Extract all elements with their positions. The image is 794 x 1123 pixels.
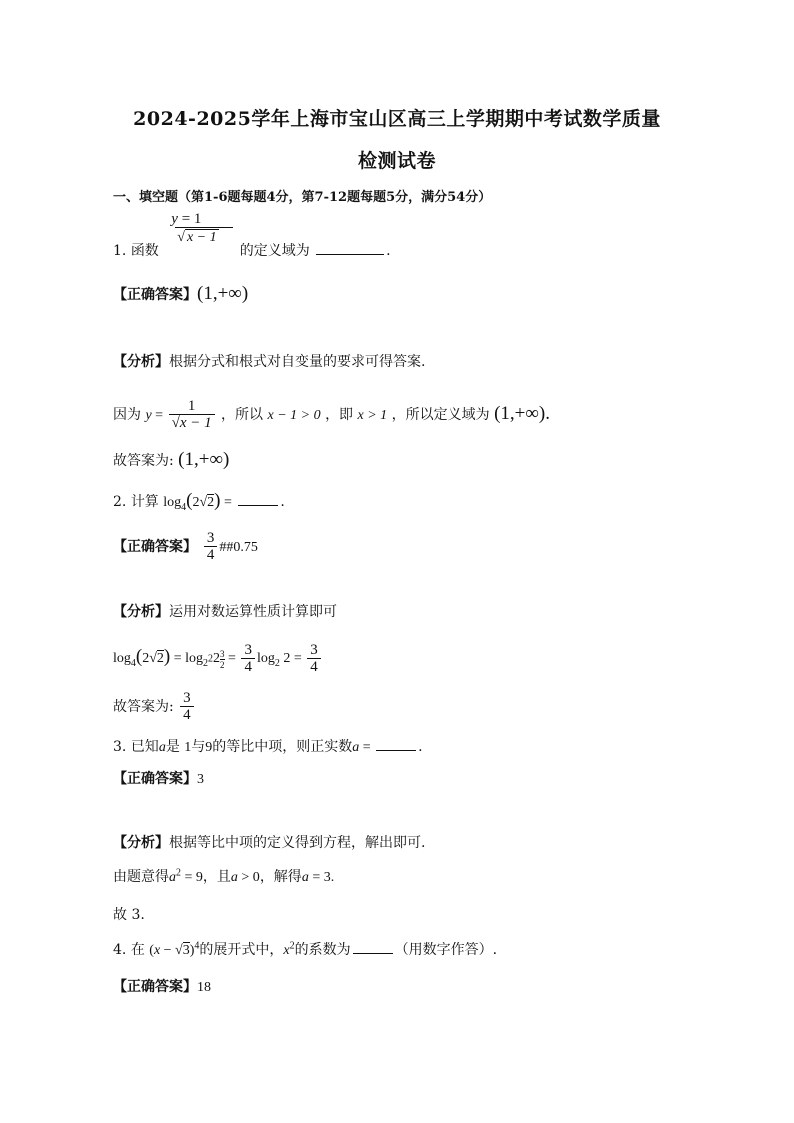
question-2: 2. 计算 $\log_4(2√2)$ = . — [113, 490, 285, 513]
answer-value: 18 — [197, 980, 211, 995]
answer-value: 3 — [197, 772, 204, 787]
answer-label: 【正确答案】 — [113, 539, 197, 555]
answer-blank — [376, 738, 416, 751]
solution-text: 因为 — [113, 407, 141, 423]
question-text: 是 — [165, 739, 180, 755]
math-expression: (1,+∞) — [178, 449, 230, 470]
answer-line-3 — [113, 768, 204, 788]
section-heading: 一、填空题（第1-6题每题4分，第7-12题每题5分，满分54分） — [113, 190, 492, 205]
answer-value: ##0.75 — [219, 540, 258, 555]
question-text: 的展开式中， — [199, 942, 284, 958]
answer-blank — [353, 941, 393, 954]
math-expression: x > 1 — [357, 408, 388, 423]
conclusion-3: 故 3. — [113, 907, 145, 923]
question-1: 1. 函数 y = 1 √ x − 1 的定义域为 . — [113, 211, 391, 259]
solution-text: ，即 — [325, 407, 354, 423]
function-formula: y = 1 √ x − 1 — [163, 241, 235, 255]
math-expression: (1,+∞). — [494, 403, 551, 424]
answer-label: 【正确答案】 — [113, 287, 197, 303]
question-number: 2. — [113, 494, 127, 510]
question-number: 1. — [113, 243, 127, 259]
question-3: 3. 已知a是 1与9的等比中项，则正实数a = . — [113, 739, 423, 755]
question-text: 计算 — [130, 494, 159, 510]
solution-text: 由题意得 — [113, 869, 169, 885]
solution-3: 由题意得$a^2 = 9$，且a > 0，解得a = 3. — [113, 867, 335, 885]
conclusion-1 — [113, 449, 229, 471]
math-expression: x − 1 > 0 — [267, 408, 321, 423]
conclusion-text: 故答案为: — [113, 699, 174, 715]
question-text: 的系数为 — [294, 942, 351, 958]
analysis-label: 【分析】 — [113, 835, 169, 851]
solution-1: 因为 y = $\frac{1}{√x - 1}$ ，所以 x − 1 > 0 ，即 x > 1 ，所以定义域为 (1,+∞). — [113, 398, 551, 431]
question-text: 已知 — [130, 739, 159, 755]
conclusion-2: 故答案为: $\frac{3}{4}$ — [113, 690, 196, 724]
question-number: 3. — [113, 739, 127, 755]
question-text: 与 — [191, 739, 206, 755]
analysis-text: 运用对数运算性质计算即可 — [169, 604, 337, 620]
question-number: 4. — [113, 942, 127, 958]
answer-label: 【正确答案】 — [113, 979, 197, 995]
solution-text: ，所以 — [221, 407, 264, 423]
analysis-text: 根据等比中项的定义得到方程，解出即可. — [169, 835, 426, 851]
question-text: （用数字作答）. — [394, 942, 498, 958]
answer-label: 【正确答案】 — [113, 771, 197, 787]
analysis-3 — [113, 832, 425, 852]
solution-text: ，解得 — [259, 869, 302, 885]
answer-blank — [316, 242, 384, 255]
analysis-label: 【分析】 — [113, 604, 169, 620]
answer-line-1 — [113, 283, 248, 305]
answer-line-4 — [113, 976, 211, 996]
question-text: 在 — [130, 942, 145, 958]
question-4: 4. 在 $(x - √3)^4$的展开式中，$x^2$的系数为 （用数字作答）. — [113, 940, 498, 958]
question-text: 的定义域为 — [239, 243, 310, 259]
answer-blank — [238, 493, 278, 506]
answer-line-2: 【正确答案】 $\frac{3}{4}$ ##0.75 — [113, 530, 258, 563]
solution-text: ，且 — [202, 869, 231, 885]
document-title-line1: 2024-2025学年上海市宝山区高三上学期期中考试数学质量 — [133, 108, 661, 130]
solution-text: ，所以定义域为 — [391, 407, 490, 423]
analysis-1 — [113, 351, 425, 371]
document-title-line2: 检测试卷 — [357, 150, 436, 172]
analysis-2 — [113, 601, 337, 621]
conclusion-text: 故答案为: — [113, 453, 174, 469]
analysis-label: 【分析】 — [113, 354, 169, 370]
answer-value: (1,+∞) — [197, 283, 249, 304]
analysis-text: 根据分式和根式对自变量的要求可得答案. — [169, 354, 426, 370]
solution-2: $\log_4(2√2) = \log_{2^2}2$ $^{\frac{3}{2}}$ = $\frac{3}{4}$ $\log_2 2$ = $\frac{3}{4}$ — [113, 642, 323, 676]
question-text: 的等比中项，则正实数 — [212, 739, 353, 755]
question-text: 函数 — [130, 243, 159, 259]
